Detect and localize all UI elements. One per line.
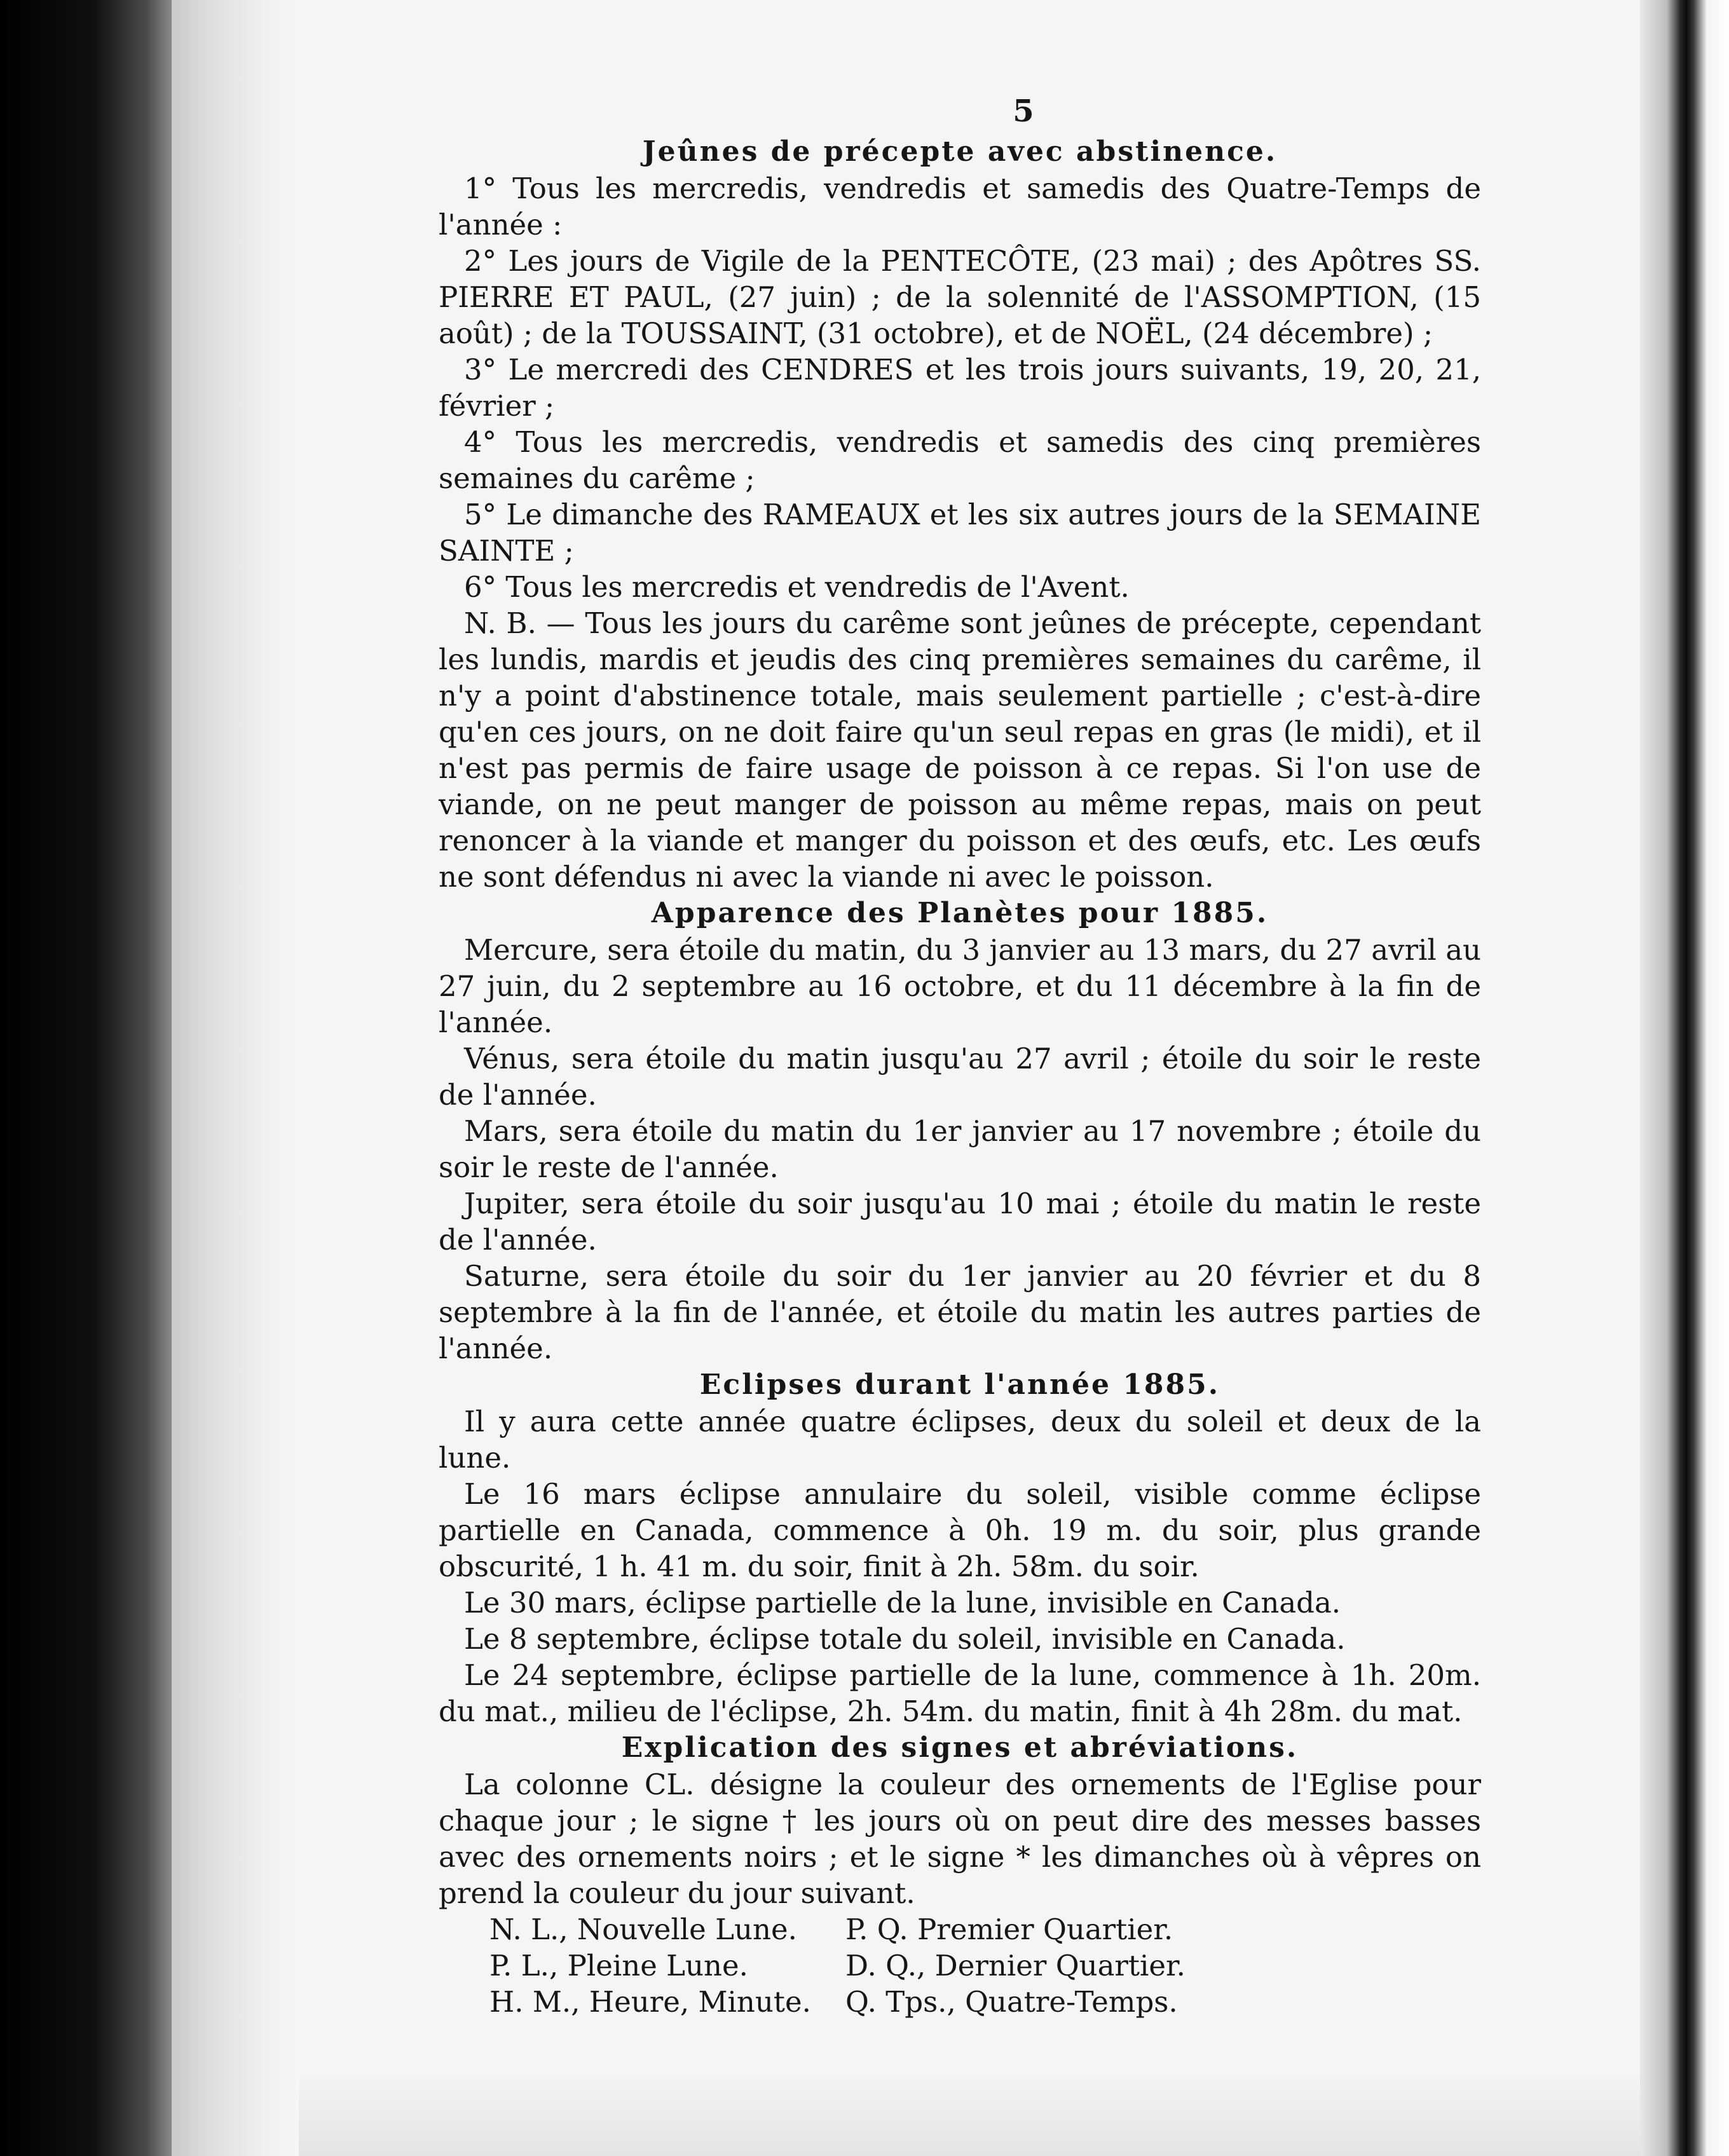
planete-mars: Mars, sera étoile du matin du 1er janvier au 17 novembre ; étoile du soir le reste de l'année. (439, 1114, 1481, 1184)
planete-mercure: Mercure, sera étoile du matin, du 3 janvier au 13 mars, du 27 avril au 27 juin, du 2 septembre au 16 octobre, et du 11 décembre à la fin de l'année. (439, 933, 1481, 1039)
page-content (439, 89, 1481, 2020)
adjacent-page-edge (172, 0, 299, 2156)
scan-border-left (0, 0, 172, 2156)
jeunes-item-5: 5° Le dimanche des RAMEAUX et les six autres jours de la SEMAINE SAINTE ; (439, 498, 1481, 568)
eclipse-30-mars: Le 30 mars, éclipse partielle de la lune, invisible en Canada. (464, 1586, 1341, 1620)
explication-text: La colonne CL. désigne la couleur des ornements de l'Eglise pour chaque jour ; le signe † les jours où on peut dire des messes basses avec des ornements noirs ; et le signe * les dimanches où à vêpres on prend la couleur du jour suivant. (439, 1768, 1481, 1910)
jeunes-item-1: 1° Tous les mercredis, vendredis et samedis des Quatre-Temps de l'année : (439, 172, 1481, 242)
section-title-planetes: Apparence des Planètes pour 1885. (651, 897, 1269, 929)
planete-venus: Vénus, sera étoile du matin jusqu'au 27 avril ; étoile du soir le reste de l'année. (439, 1042, 1481, 1112)
abbreviation-table (489, 1911, 1481, 2020)
jeunes-item-3: 3° Le mercredi des CENDRES et les trois jours suivants, 19, 20, 21, février ; (439, 353, 1481, 423)
abbr-quatre-temps: Q. Tps., Quatre-Temps. (845, 1985, 1178, 2019)
page-bottom-shade (299, 2072, 1640, 2156)
jeunes-item-2: 2° Les jours de Vigile de la PENTECÔTE, (23 mai) ; des Apôtres SS. PIERRE ET PAUL, (27 juin) ; de la solennité de l'ASSOMPTION, (15 août) ; de la TOUSSAINT, (31 octobre), et de NOËL, (24 décembre) ; (439, 244, 1481, 350)
section-title-jeunes: Jeûnes de précepte avec abstinence. (642, 135, 1278, 168)
abbr-premier-quartier: P. Q. Premier Quartier. (845, 1913, 1173, 1946)
page-number: 5 (1013, 93, 1034, 129)
scan-border-right (1640, 0, 1729, 2156)
section-title-explication: Explication des signes et abréviations. (621, 1731, 1299, 1764)
abbr-pleine-lune: P. L., Pleine Lune. (489, 1949, 748, 1982)
section-title-eclipses: Eclipses durant l'année 1885. (699, 1368, 1220, 1401)
planete-saturne: Saturne, sera étoile du soir du 1er janvier au 20 février et du 8 septembre à la fin de l'année, et étoile du matin les autres parties de l'année. (439, 1259, 1481, 1365)
abbr-dernier-quartier: D. Q., Dernier Quartier. (845, 1949, 1186, 1982)
eclipses-intro: Il y aura cette année quatre éclipses, deux du soleil et deux de la lune. (439, 1405, 1481, 1475)
jeunes-nota-bene: N. B. — Tous les jours du carême sont jeûnes de précepte, cependant les lundis, mardis et jeudis des cinq premières semaines du carême, il n'y a point d'abstinence totale, mais seulement partielle ; c'est-à-dire qu'en ces jours, on ne doit faire qu'un seul repas en gras (le midi), et il n'est pas permis de faire usage de poisson à ce repas. Si l'on use de viande, on ne peut manger de poisson au même repas, mais on peut renoncer à la viande et manger du poisson et des œufs, etc. Les œufs ne sont défendus ni avec la viande ni avec le poisson. (439, 606, 1481, 894)
eclipse-8-septembre: Le 8 septembre, éclipse totale du soleil, invisible en Canada. (464, 1622, 1346, 1656)
eclipse-24-septembre: Le 24 septembre, éclipse partielle de la lune, commence à 1h. 20m. du mat., milieu de l'éclipse, 2h. 54m. du matin, finit à 4h 28m. du mat. (439, 1658, 1481, 1728)
abbr-nouvelle-lune: N. L., Nouvelle Lune. (489, 1913, 797, 1946)
jeunes-item-4: 4° Tous les mercredis, vendredis et samedis des cinq premières semaines du carême ; (439, 425, 1481, 495)
eclipse-16-mars: Le 16 mars éclipse annulaire du soleil, visible comme éclipse partielle en Canada, commence à 0h. 19 m. du soir, plus grande obscurité, 1 h. 41 m. du soir, finit à 2h. 58m. du soir. (439, 1477, 1481, 1583)
planete-jupiter: Jupiter, sera étoile du soir jusqu'au 10 mai ; étoile du matin le reste de l'année. (439, 1187, 1481, 1257)
jeunes-item-6: 6° Tous les mercredis et vendredis de l'Avent. (464, 570, 1130, 604)
abbr-heure-minute: H. M., Heure, Minute. (489, 1985, 811, 2019)
